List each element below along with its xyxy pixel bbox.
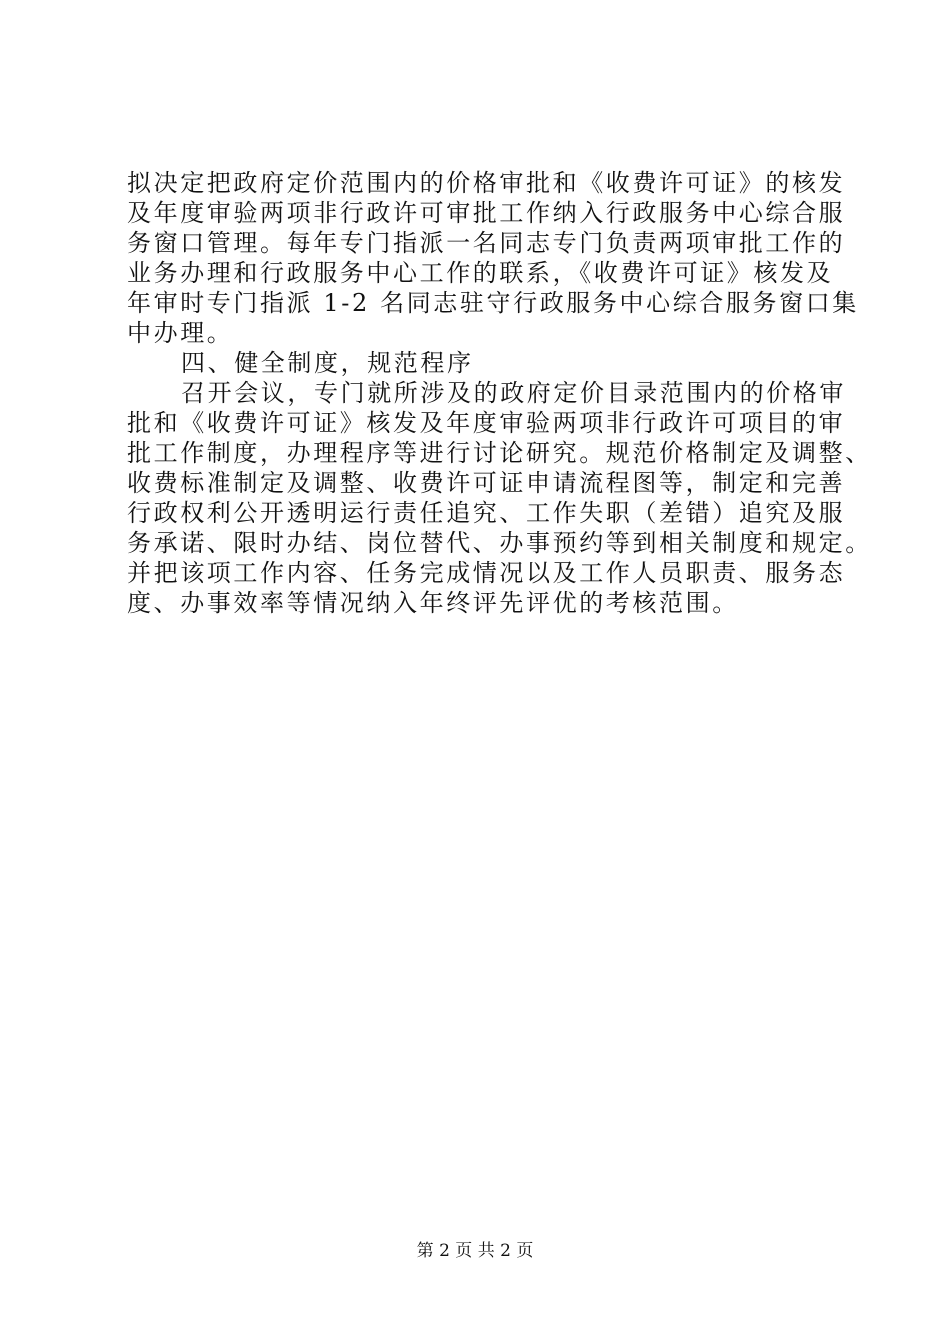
document-body — [127, 168, 872, 618]
paragraph-line: 收费标准制定及调整、收费许可证申请流程图等，制定和完善 — [127, 469, 846, 497]
paragraph-line: 度、办事效率等情况纳入年终评先评优的考核范围。 — [127, 589, 739, 617]
paragraph-line: 召开会议，专门就所涉及的政府定价目录范围内的价格审 — [181, 379, 846, 407]
paragraph-line: 务承诺、限时办结、岗位替代、办事预约等到相关制度和规定。 — [127, 529, 872, 557]
body-line: 拟决定把政府定价范围内的价格审批和《收费许可证》的核发 — [127, 169, 846, 197]
paragraph-line: 并把该项工作内容、任务完成情况以及工作人员职责、服务态 — [127, 559, 846, 587]
paragraph-line: 批工作制度，办理程序等进行讨论研究。规范价格制定及调整、 — [127, 439, 872, 467]
page-footer: 第 2 页 共 2 页 — [416, 1241, 534, 1261]
body-line: 业务办理和行政服务中心工作的联系，《收费许可证》核发及 — [127, 259, 834, 287]
paragraph-line: 批和《收费许可证》核发及年度审验两项非行政许可项目的审 — [127, 409, 846, 437]
paragraph-line: 行政权利公开透明运行责任追究、工作失职（差错）追究及服 — [127, 499, 846, 527]
body-line: 年审时专门指派 1-2 名同志驻守行政服务中心综合服务窗口集 — [127, 289, 859, 317]
body-line: 中办理。 — [127, 319, 234, 347]
section-heading: 四、健全制度，规范程序 — [181, 349, 474, 377]
body-line: 务窗口管理。每年专门指派一名同志专门负责两项审批工作的 — [127, 229, 846, 257]
body-line: 及年度审验两项非行政许可审批工作纳入行政服务中心综合服 — [127, 199, 846, 227]
